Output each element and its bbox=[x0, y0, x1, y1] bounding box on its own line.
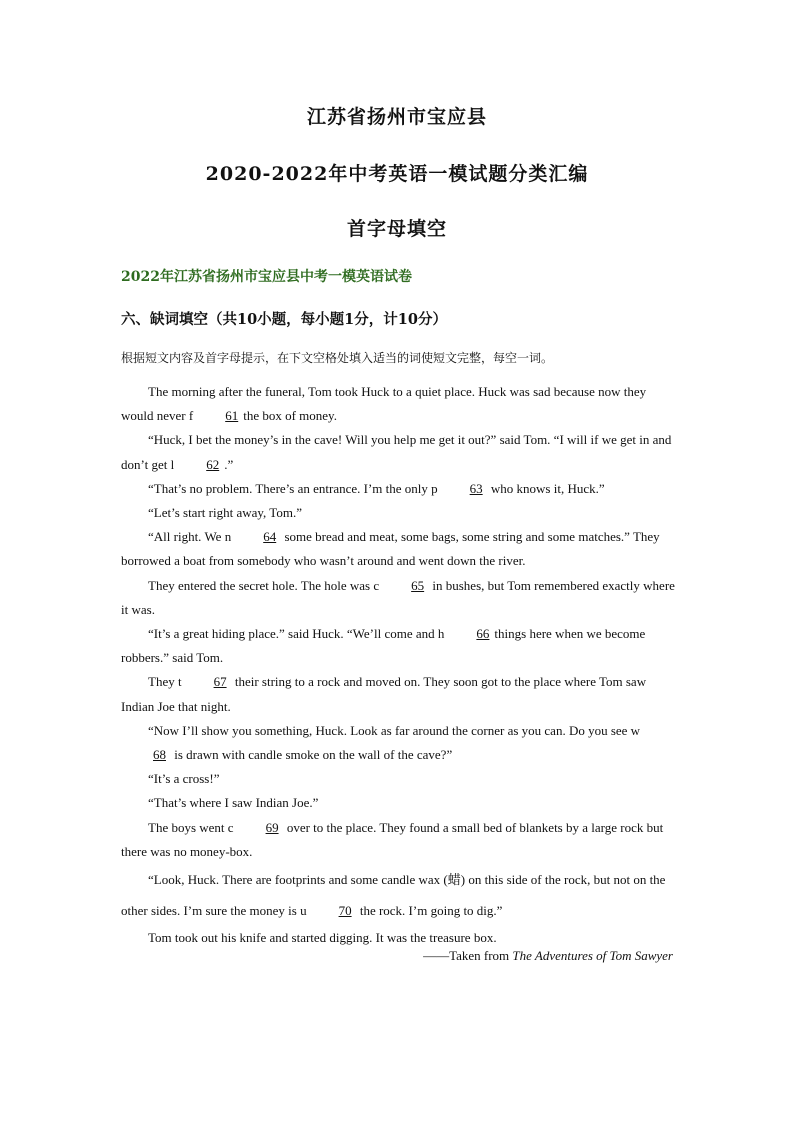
document-title-topic: 首字母填空 bbox=[346, 218, 447, 240]
paragraph: “It’s a great hiding place.” said Huck. “We’ll come and h 66 things here when we become robbers.” said Tom. bbox=[121, 622, 677, 670]
paragraph: They entered the secret hole. The hole was c 65 in bushes, but Tom remembered exactly where it was. bbox=[121, 574, 677, 622]
blank-61: 61 bbox=[225, 408, 239, 424]
paragraph: “All right. We n 64 some bread and meat, some bags, some string and some matches.” They borrowed a boat from somebody who wasn’t around and went down the river. bbox=[121, 525, 677, 573]
blank-70: 70 bbox=[338, 903, 352, 919]
paragraph: “Huck, I bet the money’s in the cave! Will you help me get it out?” said Tom. “I will if we get in and don’t get l 62 .” bbox=[121, 428, 677, 476]
reading-passage bbox=[121, 380, 677, 950]
blank-69: 69 bbox=[265, 819, 279, 835]
document-title-region: 江苏省扬州市宝应县 bbox=[306, 106, 487, 128]
blank-64: 64 bbox=[263, 529, 277, 545]
instructions: 根据短文内容及首字母提示，在下文空格处填入适当的词使短文完整，每空一词。 bbox=[121, 351, 554, 365]
document-title-series: 2020-2022年中考英语一模试题分类汇编 bbox=[205, 163, 589, 185]
part-heading: 六、缺词填空（共10小题，每小题1分，计10分） bbox=[121, 311, 447, 328]
exam-source-heading: 2022年江苏省扬州市宝应县中考一模英语试卷 bbox=[121, 269, 412, 285]
blank-65: 65 bbox=[411, 577, 425, 593]
paragraph: “It’s a cross!” bbox=[148, 771, 220, 787]
paragraph: “Look, Huck. There are footprints and some candle wax (蜡) on this side of the rock, but not on the other sides. I’m sure the money is u 70 the rock. I’m going to dig.” bbox=[121, 864, 677, 926]
paragraph: Tom took out his knife and started digging. It was the treasure box. bbox=[148, 930, 497, 946]
blank-62: 62 bbox=[206, 456, 220, 472]
blank-66: 66 bbox=[476, 626, 490, 642]
blank-63: 63 bbox=[469, 480, 483, 496]
paragraph: The boys went c 69 over to the place. They found a small bed of blankets by a large rock but there was no money-box. bbox=[121, 816, 677, 864]
source-attribution: ——Taken from The Adventures of Tom Sawyer bbox=[423, 948, 673, 963]
paragraph: “That’s where I saw Indian Joe.” bbox=[148, 795, 319, 811]
paragraph: “Let’s start right away, Tom.” bbox=[148, 505, 302, 521]
paragraph: “That’s no problem. There’s an entrance. I’m the only p 63 who knows it, Huck.” bbox=[121, 477, 677, 501]
paragraph: “Now I’ll show you something, Huck. Look as far around the corner as you can. Do you see w68 is drawn with candle smoke on the wall of the cave?” bbox=[121, 719, 677, 767]
blank-67: 67 bbox=[213, 674, 227, 690]
paragraph: They t 67 their string to a rock and moved on. They soon got to the place where Tom saw Indian Joe that night. bbox=[121, 670, 677, 718]
paragraph: The morning after the funeral, Tom took Huck to a quiet place. Huck was sad because now they would never f 61 the box of money. bbox=[121, 380, 677, 428]
book-title: The Adventures of Tom Sawyer bbox=[512, 948, 673, 963]
blank-68: 68 bbox=[153, 747, 166, 763]
